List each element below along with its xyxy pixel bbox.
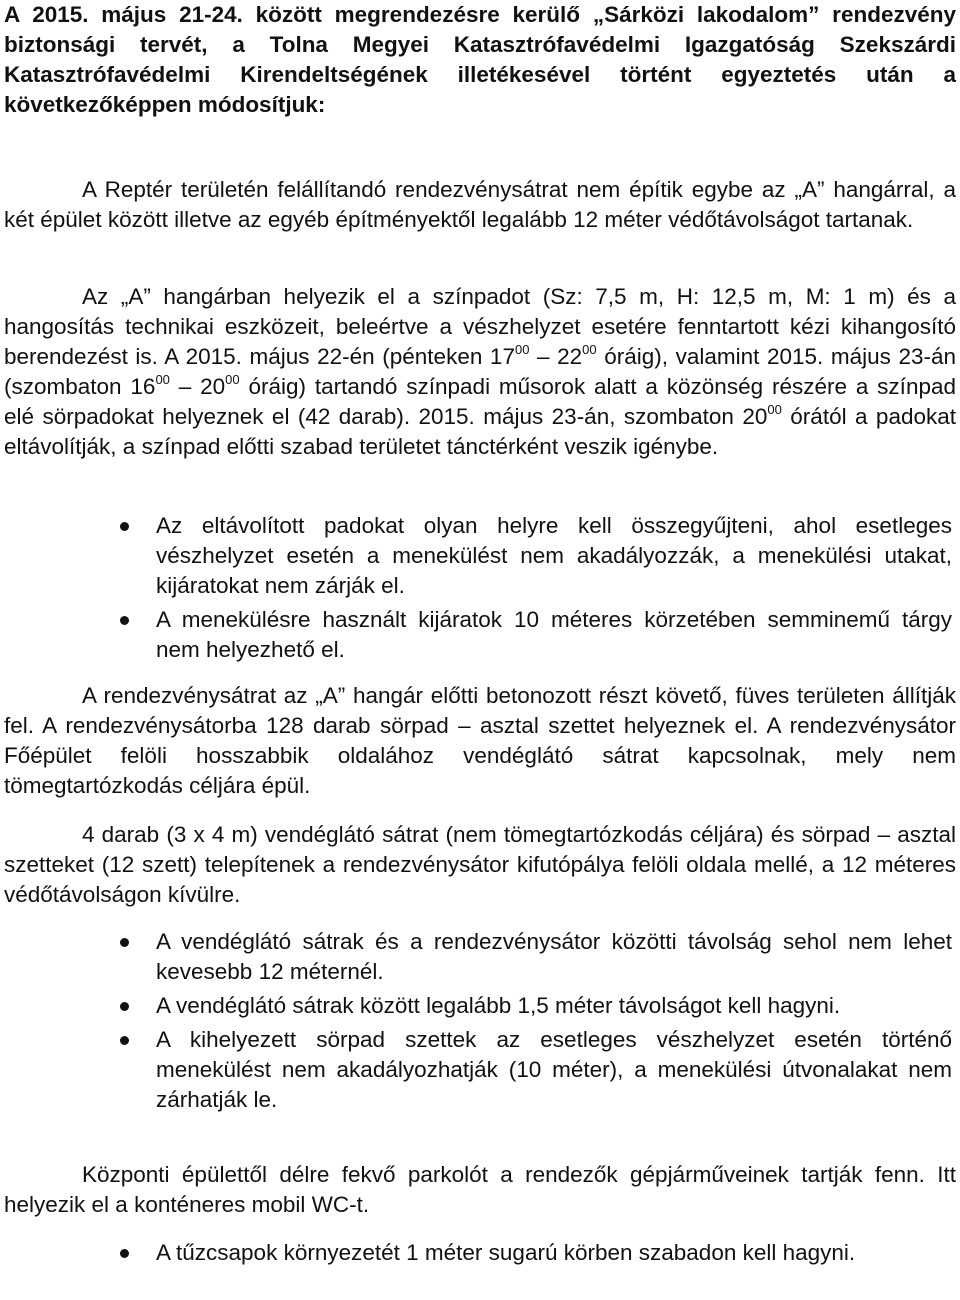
- list-item: [0, 1025, 960, 1115]
- time-superscript: 00: [225, 372, 240, 387]
- list-item: [0, 991, 960, 1021]
- paragraph-rendezvenysator: A rendezvénysátrat az „A” hangár előtti betonozott részt követő, füves területen állítják fel. A rendezvénysátorba 128 darab sörpad – asztal szettet helyeznek el. A rendezvénysátor Főépület felöli hosszabbik oldalához vendéglátó sátrat kapcsolnak, mely nem tömegtartózkodás céljára épül.: [4, 683, 956, 798]
- list-item-text: A vendéglátó sátrak között legalább 1,5 méter távolságot kell hagyni.: [156, 993, 841, 1018]
- bullet-icon: [120, 1002, 129, 1011]
- time-superscript: 00: [514, 342, 530, 357]
- list-item-text: A tűzcsapok környezetét 1 méter sugarú körben szabadon kell hagyni.: [156, 1240, 856, 1265]
- heading-text: között megrendezésre kerülő „Sárközi lakodalom” rendezvény biztonsági tervét, a Tolna Megyei Katasztrófavédelmi Igazgatóság Szekszárdi Katasztrófavédelmi Kirendeltségének illetékesével történt egyeztetés után a következőképpen módosítjuk:: [4, 2, 956, 117]
- list-item: [0, 927, 960, 987]
- time-superscript: 00: [582, 342, 597, 357]
- bullet-icon: [120, 522, 129, 531]
- list-item: [0, 605, 960, 665]
- bullet-list-tuzcsap: [0, 1238, 960, 1272]
- paragraph-reptér-sator: A Reptér területén felállítandó rendezvénysátrat nem építik egybe az „A” hangárral, a két épület között illetve az egyéb építményektől legalább 12 méter védőtávolságot tartanak.: [4, 177, 956, 232]
- paragraph-hangar-szinpad: [4, 282, 956, 462]
- time-superscript: 00: [155, 372, 170, 387]
- document-heading: [4, 0, 956, 120]
- bullet-icon: [120, 938, 129, 947]
- paragraph-text: – 20: [169, 374, 226, 399]
- list-item-text: A vendéglátó sátrak és a rendezvénysátor közötti távolság sehol nem lehet kevesebb 12 méternél.: [156, 929, 952, 984]
- list-item: [0, 511, 960, 601]
- list-item-text: A kihelyezett sörpad szettek az esetleges vészhelyzet esetén történő menekülést nem akadályozhatják (10 méter), a menekülési útvonalakat nem zárhatják le.: [156, 1027, 952, 1112]
- bullet-icon: [120, 1036, 129, 1045]
- list-item-text: A menekülésre használt kijáratok 10 méteres körzetében semminemű tárgy nem helyezhető el.: [156, 607, 952, 662]
- paragraph-text: óráig), valamint 2015. május 23-án (szombaton 16: [4, 344, 957, 399]
- paragraph-text: óráig) tartandó színpadi műsorok alatt a közönség részére a színpad elé sörpadokat helyeznek el (42 darab). 2015. május 23-án, szombaton 20: [4, 374, 956, 429]
- bullet-list-padok: [0, 511, 960, 669]
- paragraph-vendeglato-satrak: 4 darab (3 x 4 m) vendéglátó sátrat (nem tömegtartózkodás céljára) és sörpad – asztal szetteket (12 szett) telepítenek a rendezvénysátor kifutópálya felöli oldala mellé, a 12 méteres védőtávolságon kívülre.: [4, 822, 956, 907]
- time-superscript: 00: [767, 402, 782, 417]
- paragraph-parkolo: Központi épülettől délre fekvő parkolót a rendezők gépjárműveinek tartják fenn. Itt helyezik el a konténeres mobil WC-t.: [4, 1162, 956, 1217]
- paragraph-text: Az „A” hangárban helyezik el a színpadot (Sz: 7,5 m, H: 12,5 m, M: 1 m) és a hangosítás technikai eszközeit, beleértve a vészhelyzet esetére fenntartott kézi kihangosító berendezést is. A 2015. május 22-én (pénteken 17: [4, 284, 956, 369]
- paragraph-text: órától a padokat eltávolítják, a színpad előtti szabad területet tánctérként veszik igénybe.: [4, 404, 956, 459]
- list-item-text: Az eltávolított padokat olyan helyre kell összegyűjteni, ahol esetleges vészhelyzet esetén a menekülést nem akadályozzák, a menekülési utakat, kijáratokat nem zárják el.: [156, 513, 952, 598]
- bullet-list-vendeglato: [0, 927, 960, 1119]
- heading-date: A 2015. május 21-24.: [4, 2, 243, 27]
- bullet-icon: [120, 616, 129, 625]
- bullet-icon: [120, 1249, 129, 1258]
- list-item: [0, 1238, 960, 1268]
- paragraph-text: – 22: [529, 344, 583, 369]
